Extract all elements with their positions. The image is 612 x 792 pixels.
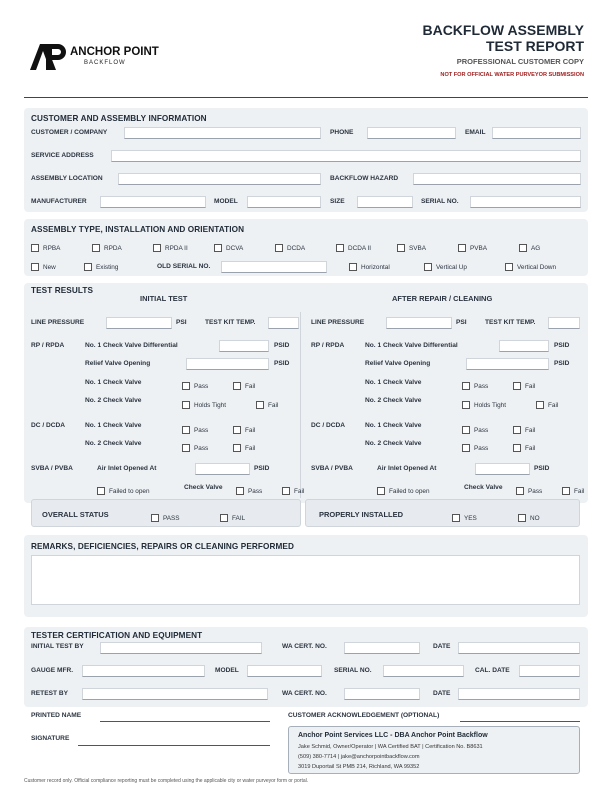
initial-line-pressure-field[interactable] [106,317,172,329]
initial-check-valve-label: Check Valve [184,484,223,491]
report-title-line2: TEST REPORT [485,38,584,54]
retest-wa-cert-field[interactable] [344,688,420,700]
gauge-mfr-label: GAUGE MFR. [31,667,74,674]
after-dc-no2-label: No. 2 Check Valve [365,440,422,447]
initial-dc-no2-pass-checkbox[interactable] [182,444,190,452]
initial-failed-open-checkbox[interactable] [97,487,105,495]
dcva-label: DCVA [226,245,244,252]
installed-yes-checkbox[interactable] [452,514,460,522]
installed-no-label: NO [530,515,540,522]
after-dc-no1-fail-label: Fail [525,427,536,434]
gauge-serial-field[interactable] [383,665,464,677]
after-dc-label: DC / DCDA [311,422,346,429]
vertical-up-checkbox[interactable] [424,263,432,271]
results-divider [300,312,301,498]
after-dc-no2-pass-label: Pass [474,445,489,452]
after-air-inlet-label: Air Inlet Opened At [377,465,437,472]
initial-wa-cert-label: WA CERT. NO. [282,643,327,650]
after-cv-fail-label: Fail [574,488,585,495]
overall-pass-checkbox[interactable] [151,514,159,522]
rpda-label: RPDA [104,245,122,252]
initial-cv-fail-label: Fail [294,488,305,495]
after-air-inlet-unit: PSID [534,465,550,472]
company-logo [28,42,158,72]
after-rp-no2-fail-label: Fail [548,402,559,409]
installed-yes-label: YES [464,515,477,522]
after-rp-holds-tight-label: Holds Tight [474,402,506,409]
horizontal-label: Horizontal [361,264,390,271]
existing-checkbox[interactable] [84,263,92,271]
customer-ack-label: CUSTOMER ACKNOWLEDGEMENT (OPTIONAL) [288,712,440,719]
initial-date-label: DATE [433,643,451,650]
initial-date-field[interactable] [458,642,580,654]
after-cv-fail-checkbox[interactable] [562,487,570,495]
initial-rp-holds-tight-checkbox[interactable] [182,401,190,409]
initial-failed-open-label: Failed to open [109,488,150,495]
initial-relief-unit: PSID [274,360,290,367]
size-label: SIZE [330,198,345,205]
retest-date-label: DATE [433,690,451,697]
rpda-ii-label: RPDA II [165,245,188,252]
assembly-location-label: ASSEMBLY LOCATION [31,175,103,182]
initial-cv-pass-label: Pass [248,488,263,495]
company-info-line1: Jake Schmid, Owner/Operator | WA Certified BAT | Certification No. B8631 [298,744,483,750]
initial-rp-no1-label: No. 1 Check Valve [85,379,142,386]
after-relief-label: Relief Valve Opening [365,360,431,367]
customer-company-field[interactable] [124,127,321,139]
initial-rp-holds-tight-label: Holds Tight [194,402,226,409]
report-notice: NOT FOR OFFICIAL WATER PURVEYOR SUBMISSION [440,72,584,78]
manufacturer-label: MANUFACTURER [31,198,87,205]
after-kit-temp-field[interactable] [548,317,580,329]
retest-wa-cert-label: WA CERT. NO. [282,690,327,697]
initial-rp-no1-pass-label: Pass [194,383,209,390]
gauge-model-field[interactable] [247,665,322,677]
new-label: New [43,264,56,271]
initial-dc-no1-label: No. 1 Check Valve [85,422,142,429]
footer-note: Customer record only. Official compliance reporting must be completed using the applicable city or water purveyor form or portal. [24,778,309,784]
after-dc-no1-pass-label: Pass [474,427,489,434]
initial-kit-temp-field[interactable] [268,317,299,329]
after-line-pressure-unit: PSI [456,319,467,326]
after-relief-field[interactable] [466,358,549,370]
initial-relief-label: Relief Valve Opening [85,360,151,367]
overall-pass-label: PASS [163,515,180,522]
email-label: EMAIL [465,129,486,136]
dcda-ii-checkbox[interactable] [336,244,344,252]
initial-relief-field[interactable] [186,358,269,370]
initial-svba-label: SVBA / PVBA [31,465,73,472]
rpda-ii-checkbox[interactable] [153,244,161,252]
backflow-hazard-label: BACKFLOW HAZARD [330,175,399,182]
cal-date-field[interactable] [519,665,580,677]
initial-line-pressure-unit: PSI [176,319,187,326]
remarks-title: REMARKS, DEFICIENCIES, REPAIRS OR CLEANING PERFORMED [31,542,294,551]
rpba-label: RPBA [43,245,61,252]
after-dc-no2-pass-checkbox[interactable] [462,444,470,452]
overall-fail-checkbox[interactable] [220,514,228,522]
initial-test-heading: INITIAL TEST [140,294,188,303]
after-rp-no1-label: No. 1 Check Valve [365,379,422,386]
after-line-pressure-field[interactable] [386,317,452,329]
header-divider [24,97,588,98]
after-rp-no1-pass-checkbox[interactable] [462,382,470,390]
remarks-field[interactable] [31,555,580,605]
rpba-checkbox[interactable] [31,244,39,252]
after-kit-temp-label: TEST KIT TEMP. [485,319,536,326]
company-info-line3: 3019 Duportail St PMB 214, Richland, WA 99352 [298,764,420,770]
serial-no-field[interactable] [470,196,581,208]
after-rp-holds-tight-checkbox[interactable] [462,401,470,409]
svba-label: SVBA [409,245,427,252]
existing-label: Existing [96,264,119,271]
pvba-label: PVBA [470,245,488,252]
initial-rp-label: RP / RPDA [31,342,65,349]
customer-ack-line[interactable] [460,721,580,722]
initial-air-inlet-unit: PSID [254,465,270,472]
pvba-checkbox[interactable] [458,244,466,252]
properly-installed-label: PROPERLY INSTALLED [319,510,404,519]
overall-status-label: OVERALL STATUS [42,510,109,519]
after-svba-label: SVBA / PVBA [311,465,353,472]
assembly-location-field[interactable] [118,173,321,185]
gauge-mfr-field[interactable] [82,665,205,677]
initial-kit-temp-label: TEST KIT TEMP. [205,319,256,326]
new-checkbox[interactable] [31,263,39,271]
initial-rp-no1-fail-label: Fail [245,383,256,390]
initial-test-by-label: INITIAL TEST BY [31,643,84,650]
after-dc-no1-pass-checkbox[interactable] [462,426,470,434]
dcda-ii-label: DCDA II [348,245,372,252]
company-info-line2: (509) 380-7714 | jake@anchorpointbackflow.com [298,754,420,760]
initial-rp-no1-fail-checkbox[interactable] [233,382,241,390]
initial-test-by-field[interactable] [100,642,262,654]
horizontal-checkbox[interactable] [349,263,357,271]
initial-rp-no2-fail-checkbox[interactable] [256,401,264,409]
after-cv-pass-label: Pass [528,488,543,495]
email-field[interactable] [492,127,581,139]
vertical-down-checkbox[interactable] [505,263,513,271]
initial-wa-cert-field[interactable] [344,642,420,654]
assembly-type-title: ASSEMBLY TYPE, INSTALLATION AND ORIENTATION [31,225,245,234]
after-no1-diff-label: No. 1 Check Valve Differential [365,342,458,349]
rpda-checkbox[interactable] [92,244,100,252]
initial-dc-no1-pass-label: Pass [194,427,209,434]
after-no1-diff-field[interactable] [499,340,549,352]
logo-name: ANCHOR POINT [70,46,159,58]
vertical-down-label: Vertical Down [517,264,557,271]
after-relief-unit: PSID [554,360,570,367]
phone-field[interactable] [367,127,456,139]
after-rp-no1-fail-label: Fail [525,383,536,390]
company-info-name: Anchor Point Services LLC - DBA Anchor Point Backflow [298,732,488,739]
after-cv-pass-checkbox[interactable] [516,487,524,495]
initial-no1-diff-field[interactable] [219,340,269,352]
retest-by-field[interactable] [82,688,268,700]
dcda-checkbox[interactable] [275,244,283,252]
gauge-serial-label: SERIAL NO. [334,667,372,674]
old-serial-label: OLD SERIAL NO. [157,263,211,270]
printed-name-label: PRINTED NAME [31,712,82,719]
after-rp-no2-fail-checkbox[interactable] [536,401,544,409]
initial-rp-no1-pass-checkbox[interactable] [182,382,190,390]
serial-no-label: SERIAL NO. [421,198,459,205]
initial-air-inlet-label: Air Inlet Opened At [97,465,157,472]
gauge-model-label: MODEL [215,667,239,674]
after-check-valve-label: Check Valve [464,484,503,491]
service-address-label: SERVICE ADDRESS [31,152,94,159]
model-field[interactable] [247,196,321,208]
after-rp-no1-pass-label: Pass [474,383,489,390]
customer-company-label: CUSTOMER / COMPANY [31,129,108,136]
test-results-title: TEST RESULTS [31,286,94,295]
overall-fail-label: FAIL [232,515,246,522]
dcva-checkbox[interactable] [214,244,222,252]
after-air-inlet-field[interactable] [475,463,530,475]
ag-checkbox[interactable] [519,244,527,252]
signature-line[interactable] [78,745,270,746]
initial-rp-no2-fail-label: Fail [268,402,279,409]
initial-dc-no1-fail-label: Fail [245,427,256,434]
initial-dc-no2-label: No. 2 Check Valve [85,440,142,447]
dcda-label: DCDA [287,245,306,252]
ag-label: AG [531,245,541,252]
company-info-box [288,726,580,774]
initial-rp-no2-label: No. 2 Check Valve [85,397,142,404]
initial-no1-diff-unit: PSID [274,342,290,349]
retest-by-label: RETEST BY [31,690,69,697]
after-rp-no1-fail-checkbox[interactable] [513,382,521,390]
cal-date-label: CAL. DATE [475,667,510,674]
after-dc-no2-fail-label: Fail [525,445,536,452]
initial-cv-pass-checkbox[interactable] [236,487,244,495]
tester-title: TESTER CERTIFICATION AND EQUIPMENT [31,631,203,640]
after-rp-label: RP / RPDA [311,342,345,349]
logo-sub: BACKFLOW [84,60,126,66]
initial-no1-diff-label: No. 1 Check Valve Differential [85,342,178,349]
report-subtitle: PROFESSIONAL CUSTOMER COPY [456,57,584,66]
vertical-up-label: Vertical Up [436,264,467,271]
after-failed-open-label: Failed to open [389,488,430,495]
signature-label: SIGNATURE [31,735,70,742]
initial-dc-no2-fail-label: Fail [245,445,256,452]
initial-dc-no1-pass-checkbox[interactable] [182,426,190,434]
manufacturer-field[interactable] [100,196,206,208]
initial-dc-no1-fail-checkbox[interactable] [233,426,241,434]
after-line-pressure-label: LINE PRESSURE [311,319,365,326]
service-address-field[interactable] [111,150,581,162]
old-serial-field[interactable] [221,261,327,273]
initial-dc-label: DC / DCDA [31,422,66,429]
phone-label: PHONE [330,129,354,136]
after-dc-no1-fail-checkbox[interactable] [513,426,521,434]
after-failed-open-checkbox[interactable] [377,487,385,495]
size-field[interactable] [357,196,413,208]
customer-section-title: CUSTOMER AND ASSEMBLY INFORMATION [31,114,207,123]
retest-date-field[interactable] [458,688,580,700]
printed-name-line[interactable] [100,721,270,722]
anchor-point-logo-icon [28,42,68,72]
after-repair-heading: AFTER REPAIR / CLEANING [392,294,493,303]
after-dc-no2-fail-checkbox[interactable] [513,444,521,452]
after-no1-diff-unit: PSID [554,342,570,349]
backflow-hazard-field[interactable] [413,173,581,185]
initial-air-inlet-field[interactable] [195,463,250,475]
after-dc-no1-label: No. 1 Check Valve [365,422,422,429]
initial-dc-no2-fail-checkbox[interactable] [233,444,241,452]
initial-line-pressure-label: LINE PRESSURE [31,319,85,326]
initial-cv-fail-checkbox[interactable] [282,487,290,495]
initial-dc-no2-pass-label: Pass [194,445,209,452]
model-label: MODEL [214,198,238,205]
svba-checkbox[interactable] [397,244,405,252]
after-rp-no2-label: No. 2 Check Valve [365,397,422,404]
report-title-line1: BACKFLOW ASSEMBLY [422,22,584,38]
installed-no-checkbox[interactable] [518,514,526,522]
